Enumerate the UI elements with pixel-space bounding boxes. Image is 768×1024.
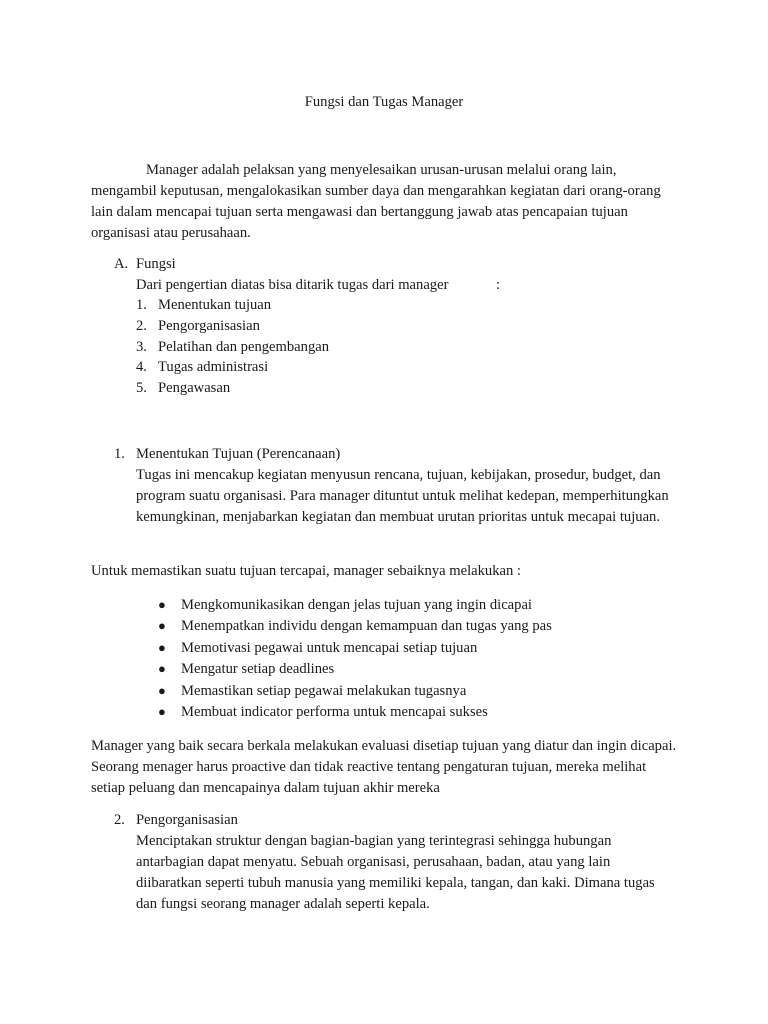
section-1-body: Tugas ini mencakup kegiatan menyusun rencana, tujuan, kebijakan, prosedur, budget, dan program suatu organisasi. Para manager dituntut untuk melihat kedepan, memperhitungkan kemungkinan, menjabarkan kegiatan dan membuat urutan prioritas untuk mecapai tujuan. <box>136 467 669 525</box>
bullet-icon: ● <box>158 661 166 676</box>
bullet-icon: ● <box>158 704 166 719</box>
bullet-icon: ● <box>158 683 166 698</box>
list-item-number: 4. <box>136 359 147 375</box>
section-2-marker: 2. <box>114 812 125 828</box>
bullet-icon: ● <box>158 597 166 612</box>
evaluation-paragraph: Manager yang baik secara berkala melakukan evaluasi disetiap tujuan yang diatur dan ingin dicapai. Seorang menager harus proactive dan tidak reactive tentang pengaturan tujuan, mereka melihat setiap peluang dan mencapainya dalam tujuan akhir mereka <box>91 738 677 796</box>
bullet-item: Mengkomunikasikan dengan jelas tujuan yang ingin dicapai <box>181 597 532 613</box>
bullet-item: Menempatkan individu dengan kemampuan dan tugas yang pas <box>181 618 552 634</box>
intro-paragraph: Manager adalah pelaksan yang menyelesaikan urusan-urusan melalui orang lain, mengambil keputusan, mengalokasikan sumber daya dan mengarahkan kegiatan dari orang-orang lain dalam mencapai tujuan serta mengawasi dan bertanggung jawab atas pencapaian tujuan organisasi atau perusahaan. <box>91 162 661 241</box>
bullet-icon: ● <box>158 618 166 633</box>
list-item: Tugas administrasi <box>158 359 269 375</box>
section-a-lead: Dari pengertian diatas bisa ditarik tugas dari manager <box>136 277 449 293</box>
list-item-number: 3. <box>136 339 147 355</box>
bullet-item: Memotivasi pegawai untuk mencapai setiap tujuan <box>181 640 478 656</box>
list-item-number: 2. <box>136 318 147 334</box>
section-a-colon: : <box>496 277 501 293</box>
document-title: Fungsi dan Tugas Manager <box>304 94 464 110</box>
bullet-icon: ● <box>158 640 166 655</box>
bullet-item: Mengatur setiap deadlines <box>181 661 335 677</box>
list-item: Pengorganisasian <box>158 318 260 334</box>
bullet-item: Memastikan setiap pegawai melakukan tugasnya <box>181 683 467 699</box>
ensure-intro: Untuk memastikan suatu tujuan tercapai, manager sebaiknya melakukan : <box>91 563 521 579</box>
section-2-body: Menciptakan struktur dengan bagian-bagian yang terintegrasi sehingga hubungan antarbagian dapat menyatu. Sebuah organisasi, perusahaan, badan, atau yang lain diibaratkan seperti tubuh manusia yang memiliki kepala, tangan, dan kaki. Dimana tugas dan fungsi seorang manager adalah seperti kepala. <box>136 833 655 912</box>
bullet-item: Membuat indicator performa untuk mencapai sukses <box>181 704 488 720</box>
section-1-marker: 1. <box>114 446 125 462</box>
section-2-heading: Pengorganisasian <box>136 812 238 828</box>
section-a-heading: Fungsi <box>136 256 176 272</box>
section-a-marker: A. <box>114 256 129 272</box>
list-item-number: 1. <box>136 297 147 313</box>
section-1-heading: Menentukan Tujuan (Perencanaan) <box>136 446 341 462</box>
list-item: Menentukan tujuan <box>158 297 272 313</box>
list-item: Pelatihan dan pengembangan <box>158 339 330 355</box>
list-item: Pengawasan <box>158 380 231 396</box>
list-item-number: 5. <box>136 380 147 396</box>
